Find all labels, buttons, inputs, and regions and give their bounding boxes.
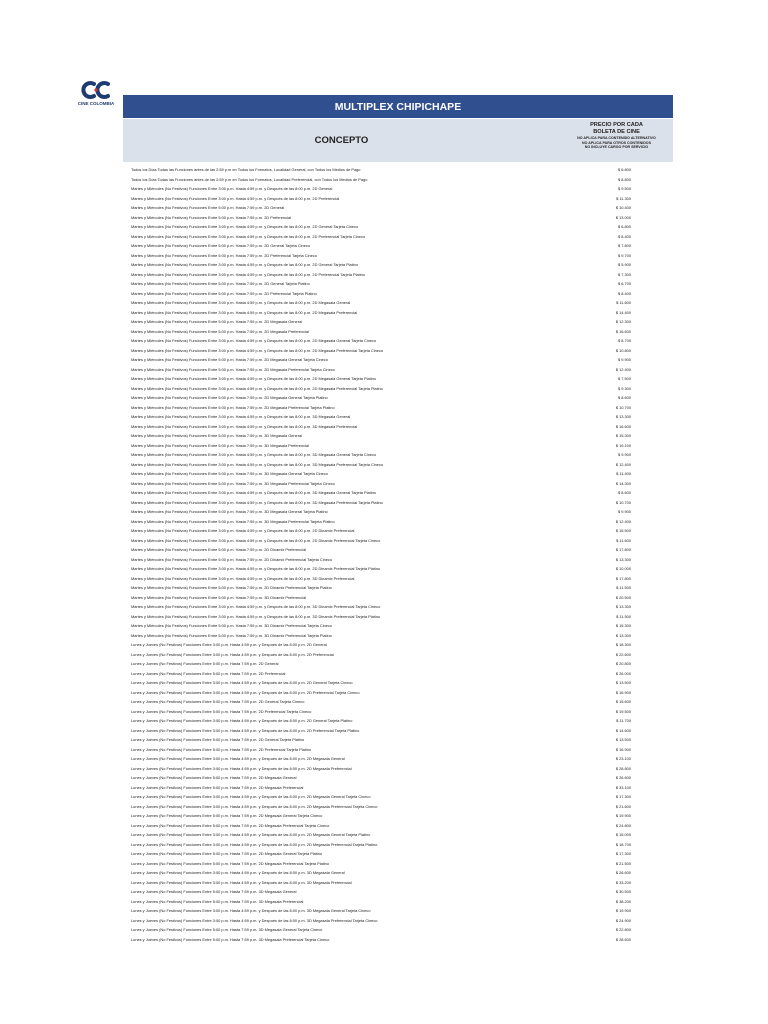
concepto-cell: Martes y Miércoles (No Festivos) Funciones Entre 5:00 p.m. Hasta 7:59 p.m. 3D Dinamix Preferencial bbox=[131, 594, 307, 600]
concepto-cell: Lunes y Jueves (No Festivos) Funciones Entre 3:00 p.m. Hasta 4:59 p.m. y Después de las 8:00 p.m. 2D General bbox=[131, 642, 327, 647]
table-row bbox=[131, 650, 631, 660]
price-cell: $ 19.900 bbox=[615, 908, 631, 913]
table-row bbox=[131, 678, 631, 688]
price-cell: $ 7.500 bbox=[618, 376, 631, 381]
concepto-cell: Lunes y Jueves (No Festivos) Funciones Entre 5:00 p.m. Hasta 7:59 p.m. 2D Megasala Preferencial Tarjeta Cineco bbox=[131, 822, 330, 828]
table-row bbox=[131, 374, 631, 384]
price-cell: $ 23.100 bbox=[615, 756, 631, 761]
table-row bbox=[131, 298, 631, 308]
price-cell: $ 8.400 bbox=[618, 290, 631, 296]
price-cell: $ 10.800 bbox=[615, 347, 631, 353]
table-row bbox=[131, 355, 631, 365]
concepto-cell: Todos los Días Todas las Funciones antes de las 2:59 p.m en Todos los Formatos, Localidad Preferencial, con Todos los Medios de Pago bbox=[131, 176, 368, 182]
concepto-cell: Lunes y Jueves (No Festivos) Funciones Entre 5:00 p.m. Hasta 7:59 p.m. 2D Preferencial Tarjeta Cineco bbox=[131, 708, 312, 714]
concepto-cell: Martes y Miércoles (No Festivos) Funciones Entre 3:00 p.m. Hasta 4:59 p.m. y Después de las 8:00 p.m. 3D Megasala Preferencial Tarjeta Platino bbox=[131, 499, 383, 505]
table-row bbox=[131, 735, 631, 745]
table-row bbox=[131, 450, 631, 460]
price-cell: $ 16.600 bbox=[615, 328, 631, 334]
price-cell: $ 7.800 bbox=[618, 243, 631, 248]
price-cell: $ 14.400 bbox=[615, 309, 631, 315]
concepto-cell: Martes y Miércoles (No Festivos) Funciones Entre 3:00 p.m. Hasta 4:59 p.m. y Después de las 8:00 p.m. 2D Dinamix Preferencial bbox=[131, 528, 355, 533]
price-cell: $ 21.500 bbox=[615, 860, 631, 866]
concepto-cell: Lunes y Jueves (No Festivos) Funciones Entre 5:00 p.m. Hasta 7:59 p.m. 2D Preferencial Tarjeta Platino bbox=[131, 746, 312, 752]
concepto-cell: Martes y Miércoles (No Festivos) Funciones Entre 5:00 p.m. Hasta 7:59 p.m. 2D General Tarjeta Cineco bbox=[131, 243, 310, 248]
concepto-cell: Martes y Miércoles (No Festivos) Funciones Entre 5:00 p.m. Hasta 7:59 p.m. 3D Megasala Preferencial Tarjeta Platino bbox=[131, 518, 335, 524]
concepto-cell: Martes y Miércoles (No Festivos) Funciones Entre 5:00 p.m. Hasta 7:59 p.m. 3D Megasala Preferencial bbox=[131, 442, 309, 448]
table-row bbox=[131, 184, 631, 194]
table-row bbox=[131, 289, 631, 299]
concepto-cell: Lunes y Jueves (No Festivos) Funciones Entre 3:00 p.m. Hasta 4:59 p.m. y Después de las 8:00 p.m. 3D Megasala Preferencial bbox=[131, 879, 352, 885]
concepto-cell: Martes y Miércoles (No Festivos) Funciones Entre 3:00 p.m. Hasta 4:59 p.m. y Después de las 8:00 p.m. 3D Megasala General Tarjeta Cineco bbox=[131, 452, 377, 457]
price-cell: $ 17.800 bbox=[615, 575, 631, 581]
concepto-cell: Martes y Miércoles (No Festivos) Funciones Entre 5:00 p.m. Hasta 7:59 p.m. 2D Dinamix Preferencial Tarjeta Platino bbox=[131, 585, 332, 590]
table-row bbox=[131, 726, 631, 736]
concepto-cell: Martes y Miércoles (No Festivos) Funciones Entre 3:00 p.m. Hasta 4:59 p.m. y Después de las 8:00 p.m. 2D Megasala Preferencial Tarjeta Platino bbox=[131, 385, 383, 391]
concepto-cell: Martes y Miércoles (No Festivos) Funciones Entre 3:00 p.m. Hasta 4:59 p.m. y Después de las 8:00 p.m. 2D Megasala General Tarjeta Platino bbox=[131, 376, 376, 381]
table-row bbox=[131, 194, 631, 204]
price-cell: $ 8.600 bbox=[618, 490, 631, 495]
table-row bbox=[131, 555, 631, 565]
concepto-cell: Lunes y Jueves (No Festivos) Funciones Entre 5:00 p.m. Hasta 7:59 p.m. 3D Megasala Preferencial Tarjeta Cineco bbox=[131, 936, 330, 942]
concepto-cell: Lunes y Jueves (No Festivos) Funciones Entre 3:00 p.m. Hasta 4:59 p.m. y Después de las 8:00 p.m. 2D Megasala Preferencial Tarjeta Platino bbox=[131, 841, 378, 847]
price-cell: $ 15.300 bbox=[615, 433, 631, 438]
price-cell: $ 13.000 bbox=[615, 214, 631, 220]
concepto-cell: Martes y Miércoles (No Festivos) Funciones Entre 3:00 p.m. Hasta 4:59 p.m. y Después de las 8:00 p.m. 3D Megasala General bbox=[131, 414, 351, 419]
table-row bbox=[131, 317, 631, 327]
table-row bbox=[131, 213, 631, 223]
price-table-body bbox=[131, 165, 631, 944]
price-cell: $ 15.500 bbox=[615, 528, 631, 533]
price-cell: $ 9.300 bbox=[618, 385, 631, 391]
price-header-line-1: PRECIO POR CADA bbox=[590, 122, 643, 128]
concepto-cell: Martes y Miércoles (No Festivos) Funciones Entre 3:00 p.m. Hasta 4:59 p.m. y Después de las 8:00 p.m. 2D Megasala Preferencial bbox=[131, 309, 358, 315]
table-row bbox=[131, 897, 631, 907]
multiplex-title-banner: MULTIPLEX CHIPICHAPE bbox=[123, 95, 673, 118]
concepto-cell: Martes y Miércoles (No Festivos) Funciones Entre 3:00 p.m. Hasta 4:59 p.m. y Después de las 8:00 p.m. 2D Preferencial Tarjeta Cineco bbox=[131, 233, 366, 239]
price-cell: $ 13.300 bbox=[615, 556, 631, 562]
price-cell: $ 21.600 bbox=[615, 803, 631, 809]
concepto-cell: Martes y Miércoles (No Festivos) Funciones Entre 3:00 p.m. Hasta 4:59 p.m. y Después de las 8:00 p.m. 3D Dinamix Preferencial Tarjeta Platino bbox=[131, 613, 381, 619]
table-row bbox=[131, 887, 631, 897]
concepto-cell: Martes y Miércoles (No Festivos) Funciones Entre 3:00 p.m. Hasta 4:59 p.m. y Después de las 8:00 p.m. 2D General bbox=[131, 186, 333, 191]
price-cell: $ 8.700 bbox=[618, 338, 631, 343]
concepto-cell: Lunes y Jueves (No Festivos) Funciones Entre 3:00 p.m. Hasta 4:59 p.m. y Después de las 8:00 p.m. 2D Megasala Preferencial bbox=[131, 765, 352, 771]
table-row bbox=[131, 517, 631, 527]
price-cell: $ 13.300 bbox=[615, 414, 631, 419]
price-cell: $ 11.700 bbox=[616, 718, 631, 723]
table-row bbox=[131, 593, 631, 603]
concepto-cell: Lunes y Jueves (No Festivos) Funciones Entre 5:00 p.m. Hasta 7:59 p.m. 2D Megasala General Tarjeta Cineco bbox=[131, 813, 323, 818]
price-cell: $ 16.900 bbox=[615, 689, 631, 695]
table-row bbox=[131, 764, 631, 774]
concepto-cell: Martes y Miércoles (No Festivos) Funciones Entre 5:00 p.m. Hasta 7:59 p.m. 3D Megasala Preferencial Tarjeta Cineco bbox=[131, 480, 335, 486]
table-row bbox=[131, 469, 631, 479]
table-row bbox=[131, 612, 631, 622]
concepto-cell: Lunes y Jueves (No Festivos) Funciones Entre 3:00 p.m. Hasta 4:59 p.m. y Después de las 8:00 p.m. 2D Preferencial bbox=[131, 651, 334, 657]
price-cell: $ 11.500 bbox=[616, 585, 631, 590]
price-cell: $ 9.900 bbox=[618, 452, 631, 457]
concepto-cell: Martes y Miércoles (No Festivos) Funciones Entre 3:00 p.m. Hasta 4:59 p.m. y Después de las 8:00 p.m. 2D General Tarjeta Cineco bbox=[131, 224, 359, 229]
concepto-cell: Lunes y Jueves (No Festivos) Funciones Entre 3:00 p.m. Hasta 4:59 p.m. y Después de las 8:00 p.m. 2D General Tarjeta Platino bbox=[131, 718, 353, 723]
concepto-cell: Lunes y Jueves (No Festivos) Funciones Entre 5:00 p.m. Hasta 7:59 p.m. 2D Preferencial bbox=[131, 670, 286, 676]
price-cell: $ 19.900 bbox=[615, 813, 631, 818]
price-cell: $ 18.700 bbox=[615, 841, 631, 847]
price-cell: $ 17.300 bbox=[615, 794, 631, 799]
table-row bbox=[131, 564, 631, 574]
price-cell: $ 9.500 bbox=[618, 186, 631, 191]
price-header-line-2: BOLETA DE CINE bbox=[593, 129, 640, 135]
price-cell: $ 30.500 bbox=[615, 889, 631, 894]
price-cell: $ 10.000 bbox=[615, 566, 631, 571]
price-cell: $ 12.400 bbox=[615, 518, 631, 524]
price-cell: $ 33.200 bbox=[615, 879, 631, 885]
table-row bbox=[131, 232, 631, 242]
table-row bbox=[131, 270, 631, 280]
price-cell: $ 26.600 bbox=[615, 870, 631, 875]
concepto-cell: Martes y Miércoles (No Festivos) Funciones Entre 5:00 p.m. Hasta 7:59 p.m. 3D Megasala General Tarjeta Cineco bbox=[131, 471, 328, 476]
table-row bbox=[131, 251, 631, 261]
price-note-3: NO INCLUYE CARGO POR SERVICIO bbox=[584, 145, 649, 150]
concepto-cell: Lunes y Jueves (No Festivos) Funciones Entre 5:00 p.m. Hasta 7:59 p.m. 2D General Tarjeta Platino bbox=[131, 737, 305, 742]
price-cell: $ 14.600 bbox=[615, 727, 631, 733]
table-row bbox=[131, 925, 631, 935]
price-note-1: NO APLICA PARA CONTENIDO ALTERNATIVO bbox=[577, 136, 656, 140]
concepto-column-header: CONCEPTO bbox=[314, 135, 369, 146]
price-cell: $ 16.600 bbox=[615, 423, 631, 429]
price-cell: $ 6.800 bbox=[618, 167, 631, 172]
table-row bbox=[131, 830, 631, 840]
concepto-cell: Martes y Miércoles (No Festivos) Funciones Entre 5:00 p.m. Hasta 7:59 p.m. 2D Preferencial Tarjeta Platino bbox=[131, 290, 317, 296]
price-cell: $ 22.600 bbox=[615, 651, 631, 657]
table-row bbox=[131, 441, 631, 451]
price-note-2: NO APLICA PARA OTROS CONTENIDOS bbox=[581, 140, 651, 145]
price-cell: $ 24.900 bbox=[615, 917, 631, 923]
concepto-cell: Martes y Miércoles (No Festivos) Funciones Entre 3:00 p.m. Hasta 4:59 p.m. y Después de las 8:00 p.m. 2D Preferencial bbox=[131, 195, 340, 201]
table-row bbox=[131, 659, 631, 669]
price-cell: $ 11.400 bbox=[616, 471, 631, 476]
cine-colombia-logo-icon bbox=[79, 80, 113, 100]
concepto-cell: Lunes y Jueves (No Festivos) Funciones Entre 3:00 p.m. Hasta 4:59 p.m. y Después de las 8:00 p.m. 2D Megasala General Tarjeta Cineco bbox=[131, 794, 371, 799]
concepto-cell: Martes y Miércoles (No Festivos) Funciones Entre 5:00 p.m. Hasta 7:59 p.m. 2D General bbox=[131, 205, 285, 210]
concepto-cell: Martes y Miércoles (No Festivos) Funciones Entre 5:00 p.m. Hasta 7:59 p.m. 2D Megasala Preferencial Tarjeta Cineco bbox=[131, 366, 335, 372]
table-row bbox=[131, 754, 631, 764]
table-row bbox=[131, 631, 631, 641]
table-row bbox=[131, 222, 631, 232]
price-cell: $ 8.600 bbox=[618, 395, 631, 400]
price-cell: $ 9.900 bbox=[618, 357, 631, 362]
price-cell: $ 13.500 bbox=[615, 737, 631, 742]
table-row bbox=[131, 260, 631, 270]
table-row bbox=[131, 545, 631, 555]
price-cell: $ 19.500 bbox=[615, 708, 631, 714]
table-row bbox=[131, 821, 631, 831]
table-row bbox=[131, 403, 631, 413]
table-row bbox=[131, 203, 631, 213]
price-cell: $ 12.400 bbox=[615, 461, 631, 467]
table-row bbox=[131, 412, 631, 422]
price-cell: $ 15.300 bbox=[615, 623, 631, 628]
price-cell: $ 5.900 bbox=[618, 262, 631, 267]
price-cell: $ 8.400 bbox=[618, 233, 631, 239]
table-row bbox=[131, 669, 631, 679]
price-cell: $ 26.000 bbox=[615, 670, 631, 676]
price-cell: $ 10.700 bbox=[615, 499, 631, 505]
concepto-cell: Martes y Miércoles (No Festivos) Funciones Entre 5:00 p.m. Hasta 7:59 p.m. 2D Megasala Preferencial Tarjeta Platino bbox=[131, 404, 335, 410]
table-row bbox=[131, 621, 631, 631]
table-row bbox=[131, 279, 631, 289]
table-row bbox=[131, 498, 631, 508]
table-row bbox=[131, 431, 631, 441]
table-row bbox=[131, 479, 631, 489]
table-row bbox=[131, 365, 631, 375]
concepto-cell: Martes y Miércoles (No Festivos) Funciones Entre 3:00 p.m. Hasta 4:59 p.m. y Después de las 8:00 p.m. 2D General Tarjeta Platino bbox=[131, 262, 358, 267]
table-row bbox=[131, 792, 631, 802]
table-row bbox=[131, 707, 631, 717]
table-row bbox=[131, 526, 631, 536]
table-row bbox=[131, 165, 631, 175]
concepto-cell: Lunes y Jueves (No Festivos) Funciones Entre 3:00 p.m. Hasta 4:59 p.m. y Después de las 8:00 p.m. 2D Megasala General Tarjeta Platino bbox=[131, 832, 371, 837]
price-cell: $ 18.300 bbox=[615, 642, 631, 647]
concepto-cell: Martes y Miércoles (No Festivos) Funciones Entre 3:00 p.m. Hasta 4:59 p.m. y Después de las 8:00 p.m. 2D Megasala General bbox=[131, 300, 351, 305]
concepto-cell: Martes y Miércoles (No Festivos) Funciones Entre 5:00 p.m. Hasta 7:59 p.m. 3D Megasala General bbox=[131, 433, 303, 438]
concepto-cell: Lunes y Jueves (No Festivos) Funciones Entre 5:00 p.m. Hasta 7:59 p.m. 3D Megasala Preferencial bbox=[131, 898, 304, 904]
table-row bbox=[131, 935, 631, 945]
price-cell: $ 6.800 bbox=[618, 224, 631, 229]
table-row bbox=[131, 868, 631, 878]
table-row bbox=[131, 241, 631, 251]
price-cell: $ 28.800 bbox=[615, 765, 631, 771]
price-cell: $ 15.600 bbox=[615, 699, 631, 704]
concepto-cell: Lunes y Jueves (No Festivos) Funciones Entre 3:00 p.m. Hasta 4:59 p.m. y Después de las 8:00 p.m. 2D General Tarjeta Cineco bbox=[131, 680, 353, 685]
concepto-cell: Martes y Miércoles (No Festivos) Funciones Entre 3:00 p.m. Hasta 4:59 p.m. y Después de las 8:00 p.m. 3D Dinamix Preferencial Tarjeta Cineco bbox=[131, 604, 381, 609]
price-cell: $ 24.800 bbox=[615, 822, 631, 828]
table-row bbox=[131, 783, 631, 793]
table-row bbox=[131, 688, 631, 698]
table-row bbox=[131, 384, 631, 394]
concepto-cell: Martes y Miércoles (No Festivos) Funciones Entre 5:00 p.m. Hasta 7:59 p.m. 2D Megasala General bbox=[131, 319, 303, 324]
price-cell: $ 11.500 bbox=[616, 613, 631, 619]
table-row bbox=[131, 878, 631, 888]
table-row bbox=[131, 507, 631, 517]
concepto-cell: Martes y Miércoles (No Festivos) Funciones Entre 3:00 p.m. Hasta 4:59 p.m. y Después de las 8:00 p.m. 3D Megasala General Tarjeta Platino bbox=[131, 490, 376, 495]
table-row bbox=[131, 811, 631, 821]
price-cell: $ 26.600 bbox=[615, 775, 631, 780]
table-row bbox=[131, 460, 631, 470]
price-cell: $ 9.700 bbox=[618, 252, 631, 258]
concepto-cell: Lunes y Jueves (No Festivos) Funciones Entre 5:00 p.m. Hasta 7:59 p.m. 3D Megasala General Tarjeta Cineco bbox=[131, 927, 323, 932]
concepto-cell: Martes y Miércoles (No Festivos) Funciones Entre 5:00 p.m. Hasta 7:59 p.m. 2D Megasala General Tarjeta Platino bbox=[131, 395, 328, 400]
concepto-cell: Martes y Miércoles (No Festivos) Funciones Entre 5:00 p.m. Hasta 7:59 p.m. 2D Dinamix Preferencial Tarjeta Cineco bbox=[131, 556, 333, 562]
table-row bbox=[131, 346, 631, 356]
concepto-cell: Todos los Días Todas las Funciones antes de las 2:59 p.m en Todos los Formatos, Localidad General, con Todos los Medios de Pago bbox=[131, 167, 361, 172]
concepto-cell: Martes y Miércoles (No Festivos) Funciones Entre 3:00 p.m. Hasta 4:59 p.m. y Después de las 8:00 p.m. 2D Megasala Preferencial Tarjeta Cineco bbox=[131, 347, 384, 353]
table-row bbox=[131, 640, 631, 650]
price-cell: $ 11.600 bbox=[616, 537, 631, 543]
concepto-cell: Martes y Miércoles (No Festivos) Funciones Entre 5:00 p.m. Hasta 7:59 p.m. 3D Dinamix Preferencial Tarjeta Cineco bbox=[131, 623, 333, 628]
price-cell: $ 13.300 bbox=[615, 604, 631, 609]
concepto-cell: Lunes y Jueves (No Festivos) Funciones Entre 5:00 p.m. Hasta 7:59 p.m. 2D Megasala Preferencial Tarjeta Platino bbox=[131, 860, 330, 866]
concepto-cell: Lunes y Jueves (No Festivos) Funciones Entre 5:00 p.m. Hasta 7:59 p.m. 2D Megasala General bbox=[131, 775, 297, 780]
price-cell: $ 9.900 bbox=[618, 509, 631, 514]
concepto-cell: Martes y Miércoles (No Festivos) Funciones Entre 3:00 p.m. Hasta 4:59 p.m. y Después de las 8:00 p.m. 3D Dinamix Preferencial bbox=[131, 575, 355, 581]
table-row bbox=[131, 488, 631, 498]
price-cell: $ 12.400 bbox=[615, 366, 631, 372]
concepto-cell: Lunes y Jueves (No Festivos) Funciones Entre 3:00 p.m. Hasta 4:59 p.m. y Después de las 8:00 p.m. 2D Preferencial Tarjeta Cineco bbox=[131, 689, 360, 695]
concepto-cell: Martes y Miércoles (No Festivos) Funciones Entre 3:00 p.m. Hasta 4:59 p.m. y Después de las 8:00 p.m. 2D Dinamix Preferencial Tarjeta Cineco bbox=[131, 537, 381, 543]
table-row bbox=[131, 716, 631, 726]
concepto-cell: Lunes y Jueves (No Festivos) Funciones Entre 3:00 p.m. Hasta 4:59 p.m. y Después de las 8:00 p.m. 3D Megasala General bbox=[131, 870, 345, 875]
price-cell: $ 33.100 bbox=[615, 784, 631, 790]
table-row bbox=[131, 327, 631, 337]
concepto-cell: Martes y Miércoles (No Festivos) Funciones Entre 5:00 p.m. Hasta 7:59 p.m. 2D Preferencial Tarjeta Cineco bbox=[131, 252, 317, 258]
table-row bbox=[131, 308, 631, 318]
price-cell: $ 38.200 bbox=[615, 898, 631, 904]
table-row bbox=[131, 745, 631, 755]
concepto-cell: Martes y Miércoles (No Festivos) Funciones Entre 5:00 p.m. Hasta 7:59 p.m. 2D Preferencial bbox=[131, 214, 292, 220]
table-row bbox=[131, 840, 631, 850]
concepto-cell: Martes y Miércoles (No Festivos) Funciones Entre 5:00 p.m. Hasta 7:59 p.m. 3D Megasala General Tarjeta Platino bbox=[131, 509, 328, 514]
price-cell: $ 11.600 bbox=[616, 300, 631, 305]
concepto-cell: Lunes y Jueves (No Festivos) Funciones Entre 3:00 p.m. Hasta 4:59 p.m. y Después de las 8:00 p.m. 3D Megasala Preferencial Tarjeta Cineco bbox=[131, 917, 378, 923]
table-row bbox=[131, 393, 631, 403]
table-row bbox=[131, 536, 631, 546]
price-cell: $ 17.300 bbox=[615, 851, 631, 856]
concepto-cell: Martes y Miércoles (No Festivos) Funciones Entre 3:00 p.m. Hasta 4:59 p.m. y Después de las 8:00 p.m. 3D Megasala Preferencial bbox=[131, 423, 358, 429]
table-row bbox=[131, 849, 631, 859]
price-cell: $ 10.400 bbox=[615, 205, 631, 210]
price-cell: $ 11.300 bbox=[616, 195, 631, 201]
price-cell: $ 14.300 bbox=[615, 480, 631, 486]
table-row bbox=[131, 802, 631, 812]
concepto-cell: Martes y Miércoles (No Festivos) Funciones Entre 5:00 p.m. Hasta 7:59 p.m. 2D Megasala General Tarjeta Cineco bbox=[131, 357, 328, 362]
concepto-cell: Lunes y Jueves (No Festivos) Funciones Entre 3:00 p.m. Hasta 4:59 p.m. y Después de las 8:00 p.m. 2D Preferencial Tarjeta Platino bbox=[131, 727, 360, 733]
price-cell: $ 22.800 bbox=[615, 927, 631, 932]
price-cell: $ 6.700 bbox=[618, 281, 631, 286]
price-cell: $ 13.300 bbox=[615, 632, 631, 638]
table-row bbox=[131, 574, 631, 584]
price-cell: $ 8.800 bbox=[618, 176, 631, 182]
concepto-cell: Martes y Miércoles (No Festivos) Funciones Entre 3:00 p.m. Hasta 4:59 p.m. y Después de las 8:00 p.m. 2D Preferencial Tarjeta Platino bbox=[131, 271, 365, 277]
concepto-cell: Lunes y Jueves (No Festivos) Funciones Entre 5:00 p.m. Hasta 7:59 p.m. 2D Megasala Preferencial bbox=[131, 784, 304, 790]
table-row bbox=[131, 859, 631, 869]
concepto-cell: Lunes y Jueves (No Festivos) Funciones Entre 3:00 p.m. Hasta 4:59 p.m. y Después de las 8:00 p.m. 2D Megasala General bbox=[131, 756, 345, 761]
concepto-cell: Martes y Miércoles (No Festivos) Funciones Entre 3:00 p.m. Hasta 4:59 p.m. y Después de las 8:00 p.m. 2D Dinamix Preferencial Tarjeta Platino bbox=[131, 566, 381, 571]
price-cell: $ 12.300 bbox=[615, 319, 631, 324]
price-cell: $ 20.800 bbox=[615, 661, 631, 666]
table-header bbox=[123, 119, 673, 162]
brand-logo bbox=[74, 80, 118, 106]
concepto-cell: Martes y Miércoles (No Festivos) Funciones Entre 5:00 p.m. Hasta 7:59 p.m. 2D Megasala Preferencial bbox=[131, 328, 309, 334]
concepto-cell: Martes y Miércoles (No Festivos) Funciones Entre 5:00 p.m. Hasta 7:59 p.m. 2D General Tarjeta Platino bbox=[131, 281, 310, 286]
concepto-cell: Lunes y Jueves (No Festivos) Funciones Entre 5:00 p.m. Hasta 7:59 p.m. 2D General bbox=[131, 661, 279, 666]
price-cell: $ 10.700 bbox=[615, 404, 631, 410]
price-cell: $ 17.800 bbox=[615, 547, 631, 552]
table-row bbox=[131, 602, 631, 612]
price-cell: $ 19.100 bbox=[615, 442, 631, 448]
concepto-cell: Martes y Miércoles (No Festivos) Funciones Entre 3:00 p.m. Hasta 4:59 p.m. y Después de las 8:00 p.m. 2D Megasala General Tarjeta Cineco bbox=[131, 338, 377, 343]
table-row bbox=[131, 422, 631, 432]
concepto-cell: Lunes y Jueves (No Festivos) Funciones Entre 5:00 p.m. Hasta 7:59 p.m. 2D Megasala General Tarjeta Platino bbox=[131, 851, 323, 856]
price-cell: $ 16.900 bbox=[615, 746, 631, 752]
concepto-cell: Martes y Miércoles (No Festivos) Funciones Entre 5:00 p.m. Hasta 7:59 p.m. 3D Dinamix Preferencial Tarjeta Platino bbox=[131, 632, 332, 638]
concepto-cell: Lunes y Jueves (No Festivos) Funciones Entre 5:00 p.m. Hasta 7:59 p.m. 2D General Tarjeta Cineco bbox=[131, 699, 305, 704]
table-row bbox=[131, 773, 631, 783]
price-cell: $ 13.500 bbox=[615, 680, 631, 685]
price-cell: $ 15.000 bbox=[615, 832, 631, 837]
concepto-cell: Martes y Miércoles (No Festivos) Funciones Entre 5:00 p.m. Hasta 7:59 p.m. 2D Dinamix Preferencial bbox=[131, 547, 307, 552]
table-row bbox=[131, 916, 631, 926]
concepto-cell: Lunes y Jueves (No Festivos) Funciones Entre 3:00 p.m. Hasta 4:59 p.m. y Después de las 8:00 p.m. 3D Megasala General Tarjeta Cineco bbox=[131, 908, 371, 913]
price-cell: $ 28.600 bbox=[615, 936, 631, 942]
concepto-cell: Martes y Miércoles (No Festivos) Funciones Entre 3:00 p.m. Hasta 4:59 p.m. y Después de las 8:00 p.m. 3D Megasala Preferencial Tarjeta Cineco bbox=[131, 461, 384, 467]
table-row bbox=[131, 697, 631, 707]
concepto-cell: Lunes y Jueves (No Festivos) Funciones Entre 3:00 p.m. Hasta 4:59 p.m. y Después de las 8:00 p.m. 2D Megasala Preferencial Tarjeta Cineco bbox=[131, 803, 378, 809]
logo-text: CINE COLOMBIA bbox=[77, 101, 115, 106]
table-row bbox=[131, 583, 631, 593]
price-column-header bbox=[560, 122, 673, 150]
table-row bbox=[131, 175, 631, 185]
price-cell: $ 7.300 bbox=[618, 271, 631, 277]
table-row bbox=[131, 906, 631, 916]
table-row bbox=[131, 336, 631, 346]
concepto-cell: Lunes y Jueves (No Festivos) Funciones Entre 5:00 p.m. Hasta 7:59 p.m. 3D Megasala General bbox=[131, 889, 297, 894]
price-cell: $ 20.500 bbox=[615, 594, 631, 600]
